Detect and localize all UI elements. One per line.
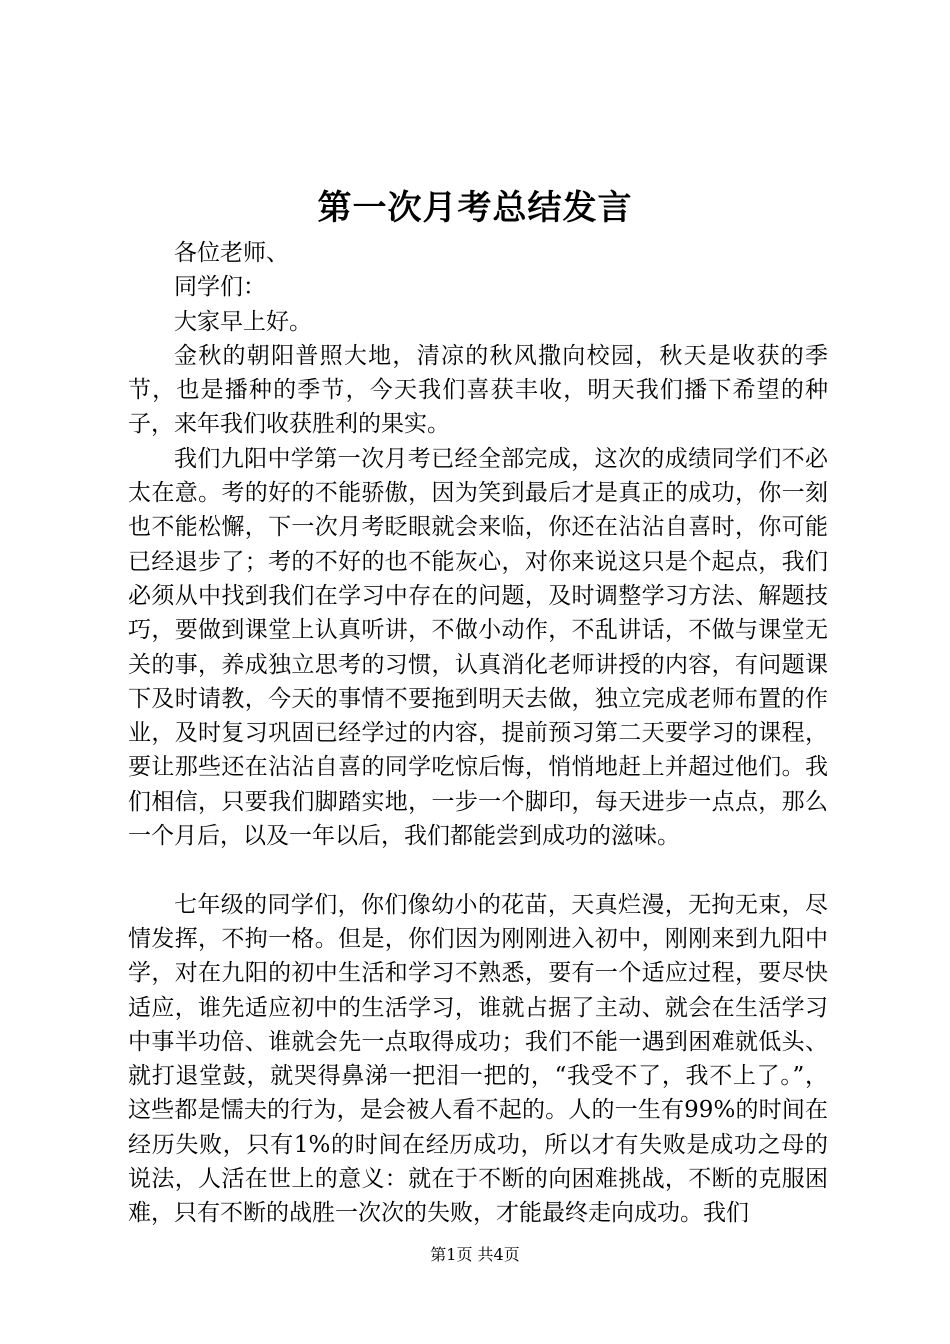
paragraph-spacer (128, 853, 828, 887)
body-paragraph: 七年级的同学们，你们像幼小的花苗，天真烂漫，无拘无束，尽情发挥，不拘一格。但是，你们因为刚刚进入初中，刚刚来到九阳中学，对在九阳的初中生活和学习不熟悉，要有一个适应过程，要尽快适应，谁先适应初中的生活学习，谁就占据了主动、就会在生活学习中事半功倍、谁就会先一点取得成功；我们不能一遇到困难就低头、就打退堂鼓，就哭得鼻涕一把泪一把的，“我受不了，我不上了。”，这些都是懦夫的行为，是会被人看不起的。人的一生有99%的时间在经历失败，只有1%的时间在经历成功，所以才有失败是成功之母的说法，人活在世上的意义：就在于不断的向困难挑战，不断的克服困难，只有不断的战胜一次次的失败，才能最终走向成功。我们 (128, 891, 828, 1227)
body-paragraph: 金秋的朝阳普照大地，清凉的秋风撒向校园，秋天是收获的季节，也是播种的季节，今天我们喜获丰收，明天我们播下希望的种子，来年我们收获胜利的果实。 (128, 342, 828, 438)
document-title: 第一次月考总结发言 (317, 188, 633, 228)
body-paragraph: 我们九阳中学第一次月考已经全部完成，这次的成绩同学们不必太在意。考的好的不能骄傲，因为笑到最后才是真正的成功，你一刻也不能松懈，下一次月考眨眼就会来临，你还在沾沾自喜时，你可能已经退步了；考的不好的也不能灰心，对你来说这只是个起点，我们必须从中找到我们在学习中存在的问题，及时调整学习方法、解题技巧，要做到课堂上认真听讲，不做小动作，不乱讲话，不做与课堂无关的事，养成独立思考的习惯，认真消化老师讲授的内容，有问题课下及时请教，今天的事情不要拖到明天去做，独立完成老师布置的作业，及时复习巩固已经学过的内容，提前预习第二天要学习的课程，要让那些还在沾沾自喜的同学吃惊后悔，悄悄地赶上并超过他们。我们相信，只要我们脚踏实地，一步一个脚印，每天进步一点点，那么一个月后，以及一年以后，我们都能尝到成功的滋味。 (128, 445, 828, 850)
greeting-line: 同学们： (174, 274, 266, 301)
greeting-line: 各位老师、 (174, 240, 289, 266)
greeting-line: 大家早上好。 (174, 308, 312, 335)
document-body (128, 236, 828, 1231)
page-footer: 第1页 共4页 (430, 1245, 520, 1264)
